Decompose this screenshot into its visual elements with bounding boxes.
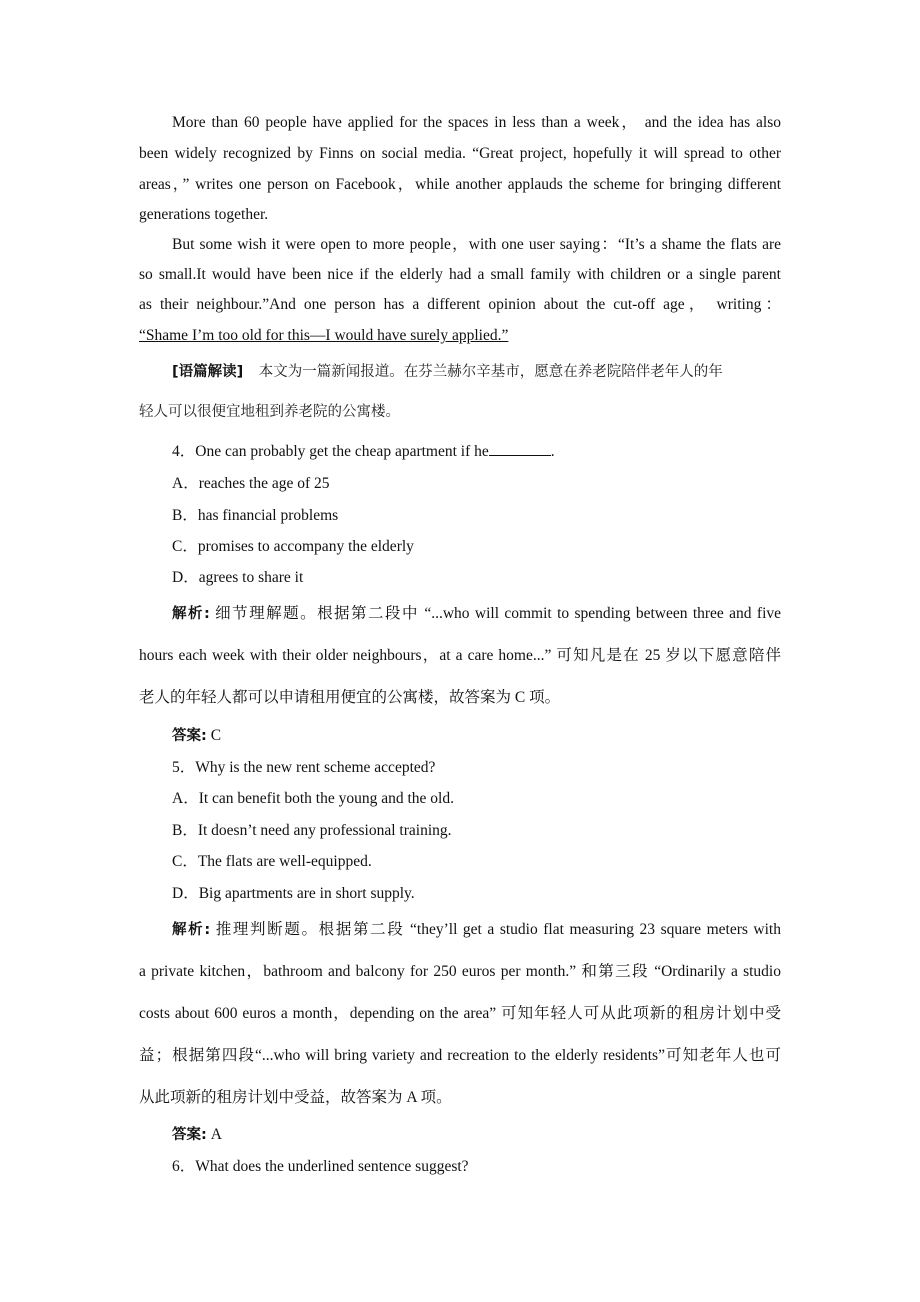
analysis-text: a private kitchen，bathroom and balcony for 250 euros per month.” 和第三段 “Ordinarily a studio (139, 963, 781, 980)
summary-text: 轻人可以很便宜地租到养老院的公寓楼。 (139, 404, 400, 420)
answer-label: 答案: (172, 728, 207, 744)
option-c: C．promises to accompany the elderly (172, 538, 414, 555)
option-b: B．has financial problems (172, 507, 339, 524)
option-d: D．Big apartments are in short supply. (172, 885, 415, 902)
summary-text: 本文为一篇新闻报道。在芬兰赫尔辛基市，愿意在养老院陪伴老年人的年 (258, 364, 723, 380)
analysis-label: 解析: (172, 922, 211, 938)
passage-line: But some wish it were open to more people，with one user saying：“It’s a shame the flats are (172, 236, 781, 253)
answer-blank (489, 441, 551, 456)
analysis-line (172, 603, 781, 625)
analysis-label: 解析: (172, 606, 210, 622)
passage-line: so small.It would have been nice if the elderly had a small family with children or a single parent (139, 266, 781, 283)
answer-line (172, 725, 781, 747)
answer-value: A (210, 1126, 222, 1143)
option-b: B．It doesn’t need any professional training. (172, 822, 452, 839)
analysis-text: 益；根据第四段“...who will bring variety and recreation to the elderly residents”可知老年人也可 (139, 1047, 781, 1064)
answer-value: C (210, 727, 222, 744)
question-end: . (550, 443, 555, 460)
passage-line: generations together. (139, 206, 269, 223)
passage-line: More than 60 people have applied for the spaces in less than a week， and the idea has also (172, 114, 781, 131)
option-a: A．It can benefit both the young and the old. (172, 790, 454, 807)
question-text: 4．One can probably get the cheap apartment if he (172, 443, 489, 460)
answer-line (172, 1124, 781, 1146)
analysis-text: 从此项新的租房计划中受益，故答案为 A 项。 (139, 1089, 452, 1106)
question-6-stem: 6．What does the underlined sentence suggest? (172, 1158, 469, 1175)
passage-line: areas，” writes one person on Facebook，while another applauds the scheme for bringing different (139, 176, 781, 193)
answer-label: 答案: (172, 1127, 207, 1143)
option-c: C．The flats are well-equipped. (172, 853, 372, 870)
analysis-text: 细节理解题。根据第二段中 “...who will commit to spending between three and five (215, 605, 781, 622)
analysis-line (172, 919, 781, 941)
passage-line: been widely recognized by Finns on social media. “Great project, hopefully it will spread to other (139, 145, 781, 162)
option-a: A．reaches the age of 25 (172, 475, 330, 492)
analysis-text: costs about 600 euros a month，depending on the area” 可知年轻人可从此项新的租房计划中受 (139, 1005, 781, 1022)
option-d: D．agrees to share it (172, 569, 304, 586)
passage-line: as their neighbour.”And one person has a different opinion about the cut-off age， writing： (139, 296, 781, 313)
question-4-stem (172, 441, 781, 463)
question-5-stem: 5．Why is the new rent scheme accepted? (172, 759, 436, 776)
analysis-text: 推理判断题。根据第二段 “they’ll get a studio flat measuring 23 square meters with (215, 921, 781, 938)
underlined-sentence: “Shame I’m too old for this—I would have surely applied.” (139, 327, 509, 344)
analysis-text: 老人的年轻人都可以申请租用便宜的公寓楼，故答案为 C 项。 (139, 689, 561, 706)
summary-line (172, 361, 781, 383)
summary-label: [语篇解读] (172, 364, 244, 380)
analysis-text: hours each week with their older neighbours，at a care home...” 可知凡是在 25 岁以下愿意陪伴 (139, 647, 781, 664)
